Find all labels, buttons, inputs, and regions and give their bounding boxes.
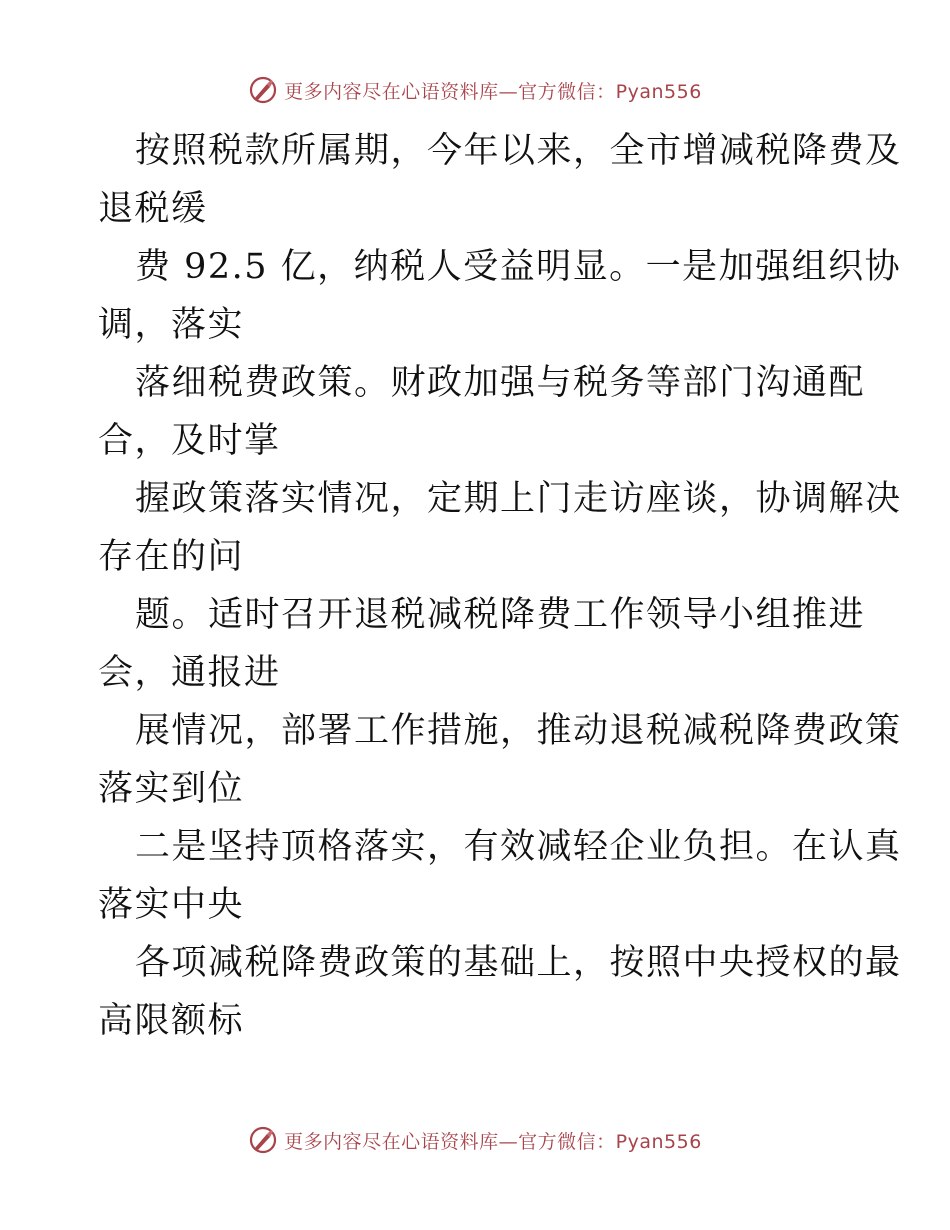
body-line: 合，及时掌 [98,421,281,461]
header-wechat-id: Pyan556 [615,80,702,103]
body-line: 高限额标 [98,1001,245,1041]
body-line: 握政策落实情况，定期上门走访座谈，协调解决 [135,479,902,519]
body-line: 落实中央 [98,885,245,925]
body-line: 退税缓 [98,189,208,229]
body-line: 落实到位 [98,769,245,809]
body-line: 费 92.5 亿，纳税人受益明显。一是加强组织协 [135,247,902,287]
body-line: 存在的问 [98,537,245,577]
body-line: 各项减税降费政策的基础上，按照中央授权的最 [135,943,902,983]
body-line: 展情况，部署工作措施，推动退税减税降费政策 [135,711,902,751]
header-banner [0,70,950,110]
header-banner-text: 更多内容尽在心语资料库—官方微信：Pyan556 [284,80,702,103]
body-line: 调，落实 [98,305,245,345]
body-line: 落细税费政策。财政加强与税务等部门沟通配 [135,363,866,403]
body-line: 题。适时召开退税减税降费工作领导小组推进 [135,595,866,635]
pen-logo-icon [248,75,278,105]
footer-banner-text: 更多内容尽在心语资料库—官方微信：Pyan556 [284,1130,702,1153]
body-line: 会，通报进 [98,653,281,693]
body-line: 二是坚持顶格落实，有效减轻企业负担。在认真 [135,827,902,867]
pen-logo-icon [248,1125,278,1155]
footer-banner [0,1120,950,1160]
document-body [98,122,902,1050]
footer-wechat-id: Pyan556 [615,1130,702,1153]
body-line: 按照税款所属期，今年以来，全市增减税降费及 [135,131,902,171]
